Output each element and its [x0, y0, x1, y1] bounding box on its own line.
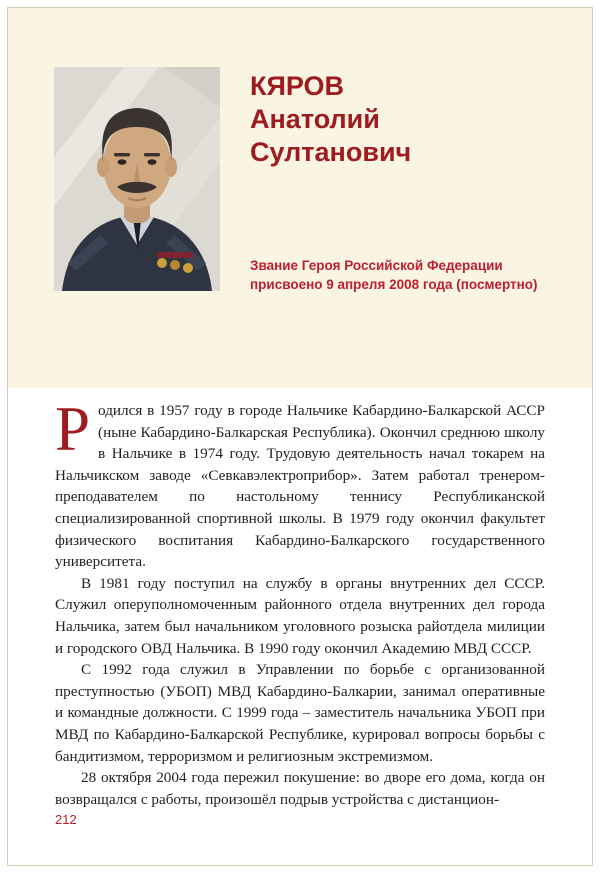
page-number: 212	[55, 812, 77, 827]
portrait-illustration	[54, 67, 220, 291]
title-surname: КЯРОВ	[250, 71, 345, 101]
paragraph-1-text: одился в 1957 году в городе Нальчике Кабардино-Балкарской АССР (ныне Кабардино-Балкарская Республика). Окончил среднюю школу в Нальчике в 1974 году. Трудовую деятельность начал токарем на Нальчикском заводе «Севкавэлектроприбор». Затем работал тренером-преподавателем по настольному теннису Республиканской специализированной спортивной школы. В 1979 году окончил факультет физического воспитания Кабардино-Балкарского государственного университета.	[55, 402, 545, 571]
title-patronymic: Султанович	[250, 137, 412, 167]
page-title	[250, 70, 550, 169]
award-note: Звание Героя Российской Федерации присвоено 9 апреля 2008 года (посмертно)	[250, 258, 538, 292]
portrait-photo	[54, 67, 220, 291]
title-first-name: Анатолий	[250, 104, 380, 134]
biography-text	[55, 394, 545, 810]
paragraph-3: С 1992 года служил в Управлении по борьбе с организованной преступностью (УБОП) МВД Кабардино-Балкарии, занимал оперативные и командные должности. С 1999 года – заместитель начальника УБОП при МВД по Кабардино-Балкарской Республике, курировал вопросы борьбы с бандитизмом, терроризмом и религиозным экстремизмом.	[55, 661, 545, 765]
dropcap: Р	[55, 394, 91, 464]
paragraph-2: В 1981 году поступил на службу в органы внутренних дел СССР. Служил оперуполномоченным районного отдела внутренних дел города Нальчика, затем был начальником уголовного розыска райотдела милиции и городского ОВД Нальчика. В 1990 году окончил Академию МВД СССР.	[55, 574, 545, 657]
paragraph-1	[55, 394, 545, 573]
paragraph-4: 28 октября 2004 года пережил покушение: во дворе его дома, когда он возвращался с работы, произошёл подрыв устройства с дистанцион-	[55, 769, 545, 808]
